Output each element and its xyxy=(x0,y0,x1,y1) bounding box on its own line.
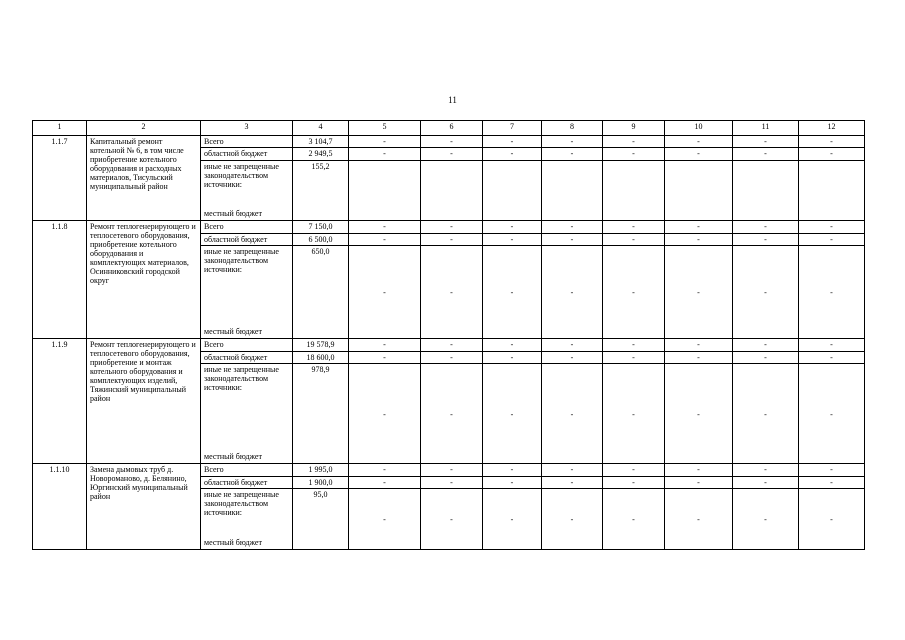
dash-cell: - xyxy=(421,352,483,364)
empty-cell xyxy=(733,161,799,221)
dash-cell: - xyxy=(733,364,799,464)
amount-regional: 1 900,0 xyxy=(293,477,349,489)
dash-cell: - xyxy=(421,339,483,352)
header-cell: 10 xyxy=(665,121,733,136)
dash-cell: - xyxy=(542,221,603,234)
empty-cell xyxy=(349,161,421,221)
dash-cell: - xyxy=(542,339,603,352)
dash-cell: - xyxy=(349,148,421,161)
dash-cell: - xyxy=(733,221,799,234)
item-name: Замена дымовых труб д. Новороманово, д. Белянино, Юргинский муниципальный район xyxy=(87,464,201,550)
dash-cell: - xyxy=(733,136,799,148)
source-other-cell xyxy=(201,246,293,339)
dash-cell: - xyxy=(483,477,542,489)
dash-cell: - xyxy=(349,352,421,364)
dash-cell: - xyxy=(603,464,665,477)
dash-cell: - xyxy=(483,339,542,352)
header-cell: 5 xyxy=(349,121,421,136)
dash-cell: - xyxy=(603,489,665,550)
dash-cell: - xyxy=(349,477,421,489)
empty-cell xyxy=(483,161,542,221)
dash-cell: - xyxy=(799,136,865,148)
dash-cell: - xyxy=(349,464,421,477)
dash-cell: - xyxy=(603,477,665,489)
item-number: 1.1.8 xyxy=(33,221,87,339)
dash-cell: - xyxy=(665,464,733,477)
dash-cell: - xyxy=(542,489,603,550)
dash-cell: - xyxy=(665,148,733,161)
table-row xyxy=(33,221,865,234)
dash-cell: - xyxy=(483,489,542,550)
source-total-label: Всего xyxy=(201,339,293,352)
dash-cell: - xyxy=(603,221,665,234)
source-local-label: местный бюджет xyxy=(204,327,262,336)
source-other-label: иные не запрещенные законодательством источники: xyxy=(204,162,279,189)
dash-cell: - xyxy=(603,339,665,352)
dash-cell: - xyxy=(665,489,733,550)
source-other-cell xyxy=(201,489,293,550)
empty-cell xyxy=(542,161,603,221)
dash-cell: - xyxy=(421,464,483,477)
amount-total: 19 578,9 xyxy=(293,339,349,352)
header-cell: 7 xyxy=(483,121,542,136)
source-local-label: местный бюджет xyxy=(204,538,262,547)
dash-cell: - xyxy=(483,148,542,161)
dash-cell: - xyxy=(542,136,603,148)
dash-cell: - xyxy=(349,489,421,550)
amount-total: 1 995,0 xyxy=(293,464,349,477)
item-name: Ремонт теплогенерирующего и теплосетевого оборудования, приобретение котельного оборудования и комплектующих материалов, Осинниковский городской округ xyxy=(87,221,201,339)
dash-cell: - xyxy=(799,364,865,464)
item-number: 1.1.9 xyxy=(33,339,87,464)
header-row xyxy=(33,121,865,136)
dash-cell: - xyxy=(665,352,733,364)
dash-cell: - xyxy=(733,246,799,339)
dash-cell: - xyxy=(733,234,799,246)
dash-cell: - xyxy=(349,364,421,464)
header-cell: 2 xyxy=(87,121,201,136)
amount-local: 95,0 xyxy=(293,489,349,550)
amount-total: 3 104,7 xyxy=(293,136,349,148)
dash-cell: - xyxy=(542,148,603,161)
source-local-label: местный бюджет xyxy=(204,452,262,461)
dash-cell: - xyxy=(483,221,542,234)
empty-cell xyxy=(665,161,733,221)
dash-cell: - xyxy=(799,352,865,364)
dash-cell: - xyxy=(542,364,603,464)
source-other-cell xyxy=(201,161,293,221)
dash-cell: - xyxy=(665,136,733,148)
dash-cell: - xyxy=(603,136,665,148)
dash-cell: - xyxy=(665,339,733,352)
amount-local: 155,2 xyxy=(293,161,349,221)
source-local-label: местный бюджет xyxy=(204,209,262,218)
dash-cell: - xyxy=(349,234,421,246)
dash-cell: - xyxy=(421,234,483,246)
source-other-label: иные не запрещенные законодательством источники: xyxy=(204,365,279,392)
dash-cell: - xyxy=(733,464,799,477)
source-other-label: иные не запрещенные законодательством источники: xyxy=(204,490,279,517)
header-cell: 12 xyxy=(799,121,865,136)
dash-cell: - xyxy=(665,246,733,339)
dash-cell: - xyxy=(665,221,733,234)
dash-cell: - xyxy=(603,148,665,161)
dash-cell: - xyxy=(483,234,542,246)
item-name: Капитальный ремонт котельной № 6, в том числе приобретение котельного оборудования и расходных материалов, Тисульский муниципальный район xyxy=(87,136,201,221)
dash-cell: - xyxy=(421,489,483,550)
dash-cell: - xyxy=(799,148,865,161)
header-cell: 6 xyxy=(421,121,483,136)
dash-cell: - xyxy=(349,339,421,352)
source-regional-label: областной бюджет xyxy=(201,148,293,161)
header-cell: 8 xyxy=(542,121,603,136)
dash-cell: - xyxy=(799,339,865,352)
dash-cell: - xyxy=(542,477,603,489)
dash-cell: - xyxy=(421,246,483,339)
dash-cell: - xyxy=(349,221,421,234)
empty-cell xyxy=(799,161,865,221)
source-other-label: иные не запрещенные законодательством источники: xyxy=(204,247,279,274)
dash-cell: - xyxy=(733,477,799,489)
source-other-cell xyxy=(201,364,293,464)
dash-cell: - xyxy=(421,148,483,161)
amount-regional: 2 949,5 xyxy=(293,148,349,161)
header-cell: 4 xyxy=(293,121,349,136)
dash-cell: - xyxy=(483,246,542,339)
header-cell: 1 xyxy=(33,121,87,136)
dash-cell: - xyxy=(603,234,665,246)
amount-regional: 6 500,0 xyxy=(293,234,349,246)
dash-cell: - xyxy=(542,234,603,246)
dash-cell: - xyxy=(542,464,603,477)
empty-cell xyxy=(603,161,665,221)
empty-cell xyxy=(421,161,483,221)
dash-cell: - xyxy=(542,246,603,339)
amount-local: 978,9 xyxy=(293,364,349,464)
item-name: Ремонт теплогенерирующего и теплосетевого оборудования, приобретение и монтаж котельного оборудования и комплектующих изделий, Тяжинский муниципальный район xyxy=(87,339,201,464)
amount-regional: 18 600,0 xyxy=(293,352,349,364)
dash-cell: - xyxy=(603,246,665,339)
dash-cell: - xyxy=(483,136,542,148)
item-number: 1.1.7 xyxy=(33,136,87,221)
dash-cell: - xyxy=(603,364,665,464)
source-regional-label: областной бюджет xyxy=(201,234,293,246)
dash-cell: - xyxy=(733,352,799,364)
amount-local: 650,0 xyxy=(293,246,349,339)
source-regional-label: областной бюджет xyxy=(201,477,293,489)
dash-cell: - xyxy=(799,477,865,489)
source-regional-label: областной бюджет xyxy=(201,352,293,364)
dash-cell: - xyxy=(483,352,542,364)
dash-cell: - xyxy=(799,234,865,246)
dash-cell: - xyxy=(799,464,865,477)
table-row xyxy=(33,339,865,352)
dash-cell: - xyxy=(665,234,733,246)
dash-cell: - xyxy=(421,364,483,464)
item-number: 1.1.10 xyxy=(33,464,87,550)
dash-cell: - xyxy=(733,339,799,352)
dash-cell: - xyxy=(421,136,483,148)
dash-cell: - xyxy=(349,136,421,148)
header-cell: 11 xyxy=(733,121,799,136)
dash-cell: - xyxy=(733,489,799,550)
source-total-label: Всего xyxy=(201,136,293,148)
dash-cell: - xyxy=(665,364,733,464)
table-row xyxy=(33,136,865,148)
dash-cell: - xyxy=(483,464,542,477)
table-row xyxy=(33,464,865,477)
dash-cell: - xyxy=(421,221,483,234)
source-total-label: Всего xyxy=(201,221,293,234)
source-total-label: Всего xyxy=(201,464,293,477)
dash-cell: - xyxy=(483,364,542,464)
dash-cell: - xyxy=(733,148,799,161)
header-cell: 9 xyxy=(603,121,665,136)
dash-cell: - xyxy=(799,489,865,550)
page-number: 11 xyxy=(448,95,457,105)
budget-table xyxy=(32,120,865,550)
dash-cell: - xyxy=(799,246,865,339)
dash-cell: - xyxy=(349,246,421,339)
dash-cell: - xyxy=(542,352,603,364)
dash-cell: - xyxy=(421,477,483,489)
dash-cell: - xyxy=(799,221,865,234)
amount-total: 7 150,0 xyxy=(293,221,349,234)
dash-cell: - xyxy=(603,352,665,364)
dash-cell: - xyxy=(665,477,733,489)
header-cell: 3 xyxy=(201,121,293,136)
